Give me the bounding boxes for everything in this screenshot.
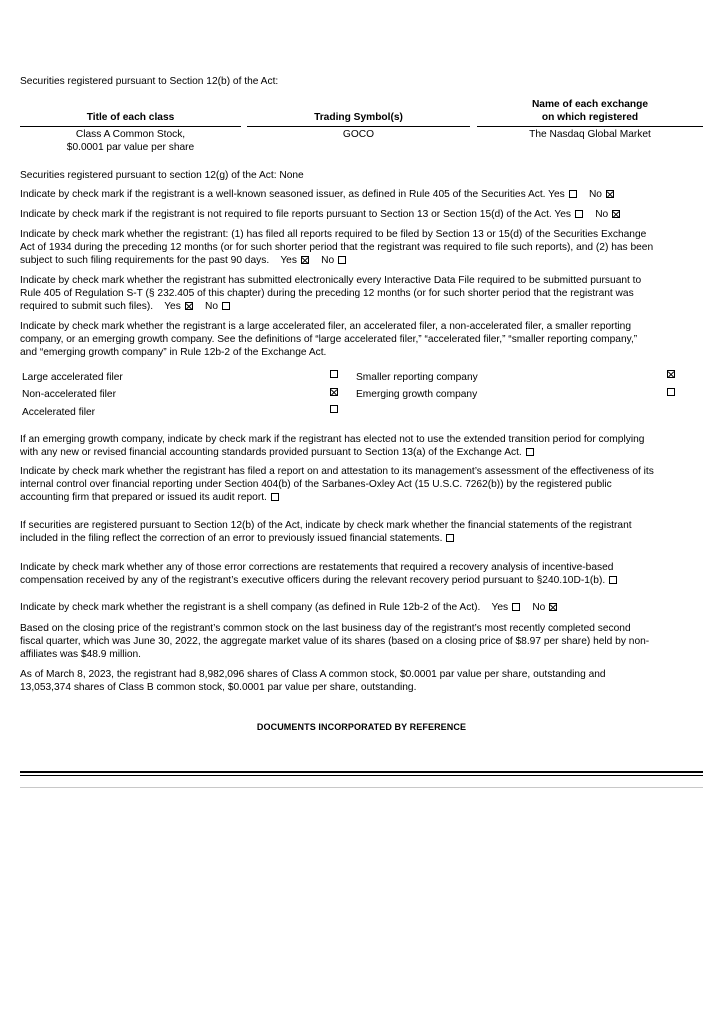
filed-reports-line2: Act of 1934 during the preceding 12 months (or for such shorter period that the registrant was required to file such reports), and (2) has been [20, 242, 654, 253]
egc-transition-question [20, 433, 703, 459]
accelerated-filer-label: Accelerated filer [22, 407, 96, 418]
emerging-growth-company-checkbox[interactable] [667, 388, 675, 396]
section-12g-statement: Securities registered pursuant to section 12(g) of the Act: None [20, 170, 304, 181]
filer-status-line3: and “emerging growth company” in Rule 12b-2 of the Exchange Act. [20, 347, 327, 358]
interactive-data-line3: required to submit such files). [20, 301, 154, 312]
shares-outstanding-line1: As of March 8, 2023, the registrant had 8,982,096 shares of Class A common stock, $0.0001 par value per share, outstanding and [20, 669, 606, 680]
egc-transition-line2-row [20, 446, 703, 459]
not-required-no-label: No [595, 209, 609, 220]
egc-transition-line1: If an emerging growth company, indicate by check mark if the registrant has elected not to use the extended transition period for complying [20, 434, 645, 445]
filed-reports-no-checkbox[interactable] [338, 256, 346, 264]
smaller-reporting-company-checkbox[interactable] [667, 370, 675, 378]
double-rule-bottom [20, 775, 703, 776]
shell-company-no-label: No [532, 602, 546, 613]
market-value-line2: fiscal quarter, which was June 30, 2022, the aggregate market value of its shares (based on a closing price of $8.97 per share) held by non- [20, 636, 650, 647]
header-exchange-line1: Name of each exchange [531, 99, 649, 110]
filer-status-line2: company, or an emerging growth company. See the definitions of “large accelerated filer,” “accelerated filer,” “smaller reporting company,” [20, 334, 638, 345]
shell-company-text: Indicate by check mark whether the registrant is a shell company (as defined in Rule 12b-2 of the Act). [20, 602, 481, 613]
non-accelerated-filer-checkbox[interactable] [330, 388, 338, 396]
interactive-data-line1: Indicate by check mark whether the registrant has submitted electronically every Interactive Data File required to be submitted pursuant to [20, 275, 642, 286]
icfr-checkbox[interactable] [271, 493, 279, 501]
interactive-data-no-label: No [205, 301, 219, 312]
interactive-data-no-checkbox[interactable] [222, 302, 230, 310]
filed-reports-no-label: No [321, 255, 335, 266]
cell-exchange: The Nasdaq Global Market [529, 129, 651, 140]
interactive-data-yes-checkbox[interactable] [185, 302, 193, 310]
wksi-text: Indicate by check mark if the registrant is a well-known seasoned issuer, as defined in Rule 405 of the Securities Act. [20, 189, 546, 200]
wksi-yes-label: Yes [548, 189, 565, 200]
egc-transition-line2: with any new or revised financial accounting standards provided pursuant to Section 13(a) of the Exchange Act. [20, 447, 522, 458]
recovery-analysis-line2: compensation received by any of the registrant’s executive officers during the relevant recovery period pursuant to §240.10D-1(b). [20, 575, 606, 586]
error-correction-line2-row [20, 532, 703, 545]
filed-reports-line3: subject to such filing requirements for the past 90 days. [20, 255, 270, 266]
documents-incorporated-heading: DOCUMENTS INCORPORATED BY REFERENCE [256, 722, 467, 732]
cell-title-line2: $0.0001 par value per share [66, 142, 195, 153]
shell-company-yes-label: Yes [491, 602, 509, 613]
icfr-question [20, 465, 703, 504]
error-correction-checkbox[interactable] [446, 534, 454, 542]
not-required-no-checkbox[interactable] [612, 210, 620, 218]
wksi-question [20, 188, 703, 201]
wksi-no-label: No [588, 189, 602, 200]
not-required-question [20, 208, 703, 221]
filer-status-question [20, 320, 703, 359]
header-title-of-class: Title of each class [86, 112, 175, 123]
filed-reports-yes-label: Yes [280, 255, 297, 266]
wksi-yes-checkbox[interactable] [569, 190, 577, 198]
large-accelerated-filer-label: Large accelerated filer [22, 372, 123, 383]
recovery-analysis-line1: Indicate by check mark whether any of those error corrections are restatements that required a recovery analysis of incentive-based [20, 562, 614, 573]
interactive-data-line2: Rule 405 of Regulation S-T (§ 232.405 of this chapter) during the preceding 12 months (or for such shorter period that the registrant was [20, 288, 634, 299]
shares-outstanding-line2: 13,053,374 shares of Class B common stock, $0.0001 par value per share, outstanding. [20, 682, 417, 693]
filer-status-line1: Indicate by check mark whether the registrant is a large accelerated filer, an accelerated filer, a non-accelerated filer, a smaller reporting [20, 321, 631, 332]
filed-reports-line1: Indicate by check mark whether the registrant: (1) has filed all reports required to be filed by Section 13 or 15(d) of the Securities Exchange [20, 229, 647, 240]
market-value-line1: Based on the closing price of the registrant’s common stock on the last business day of the registrant’s most recently completed second [20, 623, 631, 634]
cell-title-line1: Class A Common Stock, [75, 129, 186, 140]
header-trading-symbol: Trading Symbol(s) [314, 112, 403, 123]
accelerated-filer-checkbox[interactable] [330, 405, 338, 413]
icfr-line3: accounting firm that prepared or issued its audit report. [20, 492, 267, 503]
shell-company-question [20, 601, 703, 614]
shell-company-no-checkbox[interactable] [549, 603, 557, 611]
wksi-no-checkbox[interactable] [606, 190, 614, 198]
shell-company-yes-checkbox[interactable] [512, 603, 520, 611]
interactive-data-line3-row [20, 300, 703, 313]
shares-outstanding-paragraph [20, 668, 703, 694]
market-value-line3: affiliates was $48.9 million. [20, 649, 141, 660]
filed-reports-yes-checkbox[interactable] [301, 256, 309, 264]
recovery-analysis-checkbox[interactable] [609, 576, 617, 584]
error-correction-line1: If securities are registered pursuant to Section 12(b) of the Act, indicate by check mark whether the financial statements of the registrant [20, 520, 632, 531]
header-underline-symbol [247, 126, 470, 127]
interactive-data-yes-label: Yes [164, 301, 181, 312]
cell-title-of-class [20, 128, 241, 154]
icfr-line1: Indicate by check mark whether the registrant has filed a report on and attestation to its management’s assessment of the effectiveness of its [20, 466, 654, 477]
non-accelerated-filer-label: Non-accelerated filer [22, 389, 116, 400]
icfr-line3-row [20, 491, 703, 504]
egc-transition-checkbox[interactable] [526, 448, 534, 456]
header-exchange-line2: on which registered [541, 112, 639, 123]
filed-reports-question [20, 228, 703, 267]
filed-reports-line3-row [20, 254, 703, 267]
emerging-growth-company-label: Emerging growth company [356, 389, 478, 400]
large-accelerated-filer-checkbox[interactable] [330, 370, 338, 378]
section-12b-heading: Securities registered pursuant to Section 12(b) of the Act: [20, 76, 279, 87]
market-value-paragraph [20, 622, 703, 661]
not-required-yes-label: Yes [554, 209, 572, 220]
recovery-analysis-question [20, 561, 703, 587]
cell-trading-symbol: GOCO [342, 129, 375, 140]
double-rule-top [20, 771, 703, 773]
header-underline-exchange [477, 126, 703, 127]
interactive-data-question [20, 274, 703, 313]
not-required-text: Indicate by check mark if the registrant is not required to file reports pursuant to Section 13 or Section 15(d) of the Act. [20, 209, 552, 220]
not-required-yes-checkbox[interactable] [575, 210, 583, 218]
page-divider [20, 787, 703, 788]
error-correction-question [20, 519, 703, 545]
recovery-analysis-line2-row [20, 574, 703, 587]
smaller-reporting-company-label: Smaller reporting company [356, 372, 478, 383]
error-correction-line2: included in the filing reflect the correction of an error to previously issued financial statements. [20, 533, 443, 544]
header-underline-title [20, 126, 241, 127]
header-exchange [477, 98, 703, 124]
icfr-line2: internal control over financial reporting under Section 404(b) of the Sarbanes-Oxley Act (15 U.S.C. 7262(b)) by the registered public [20, 479, 612, 490]
